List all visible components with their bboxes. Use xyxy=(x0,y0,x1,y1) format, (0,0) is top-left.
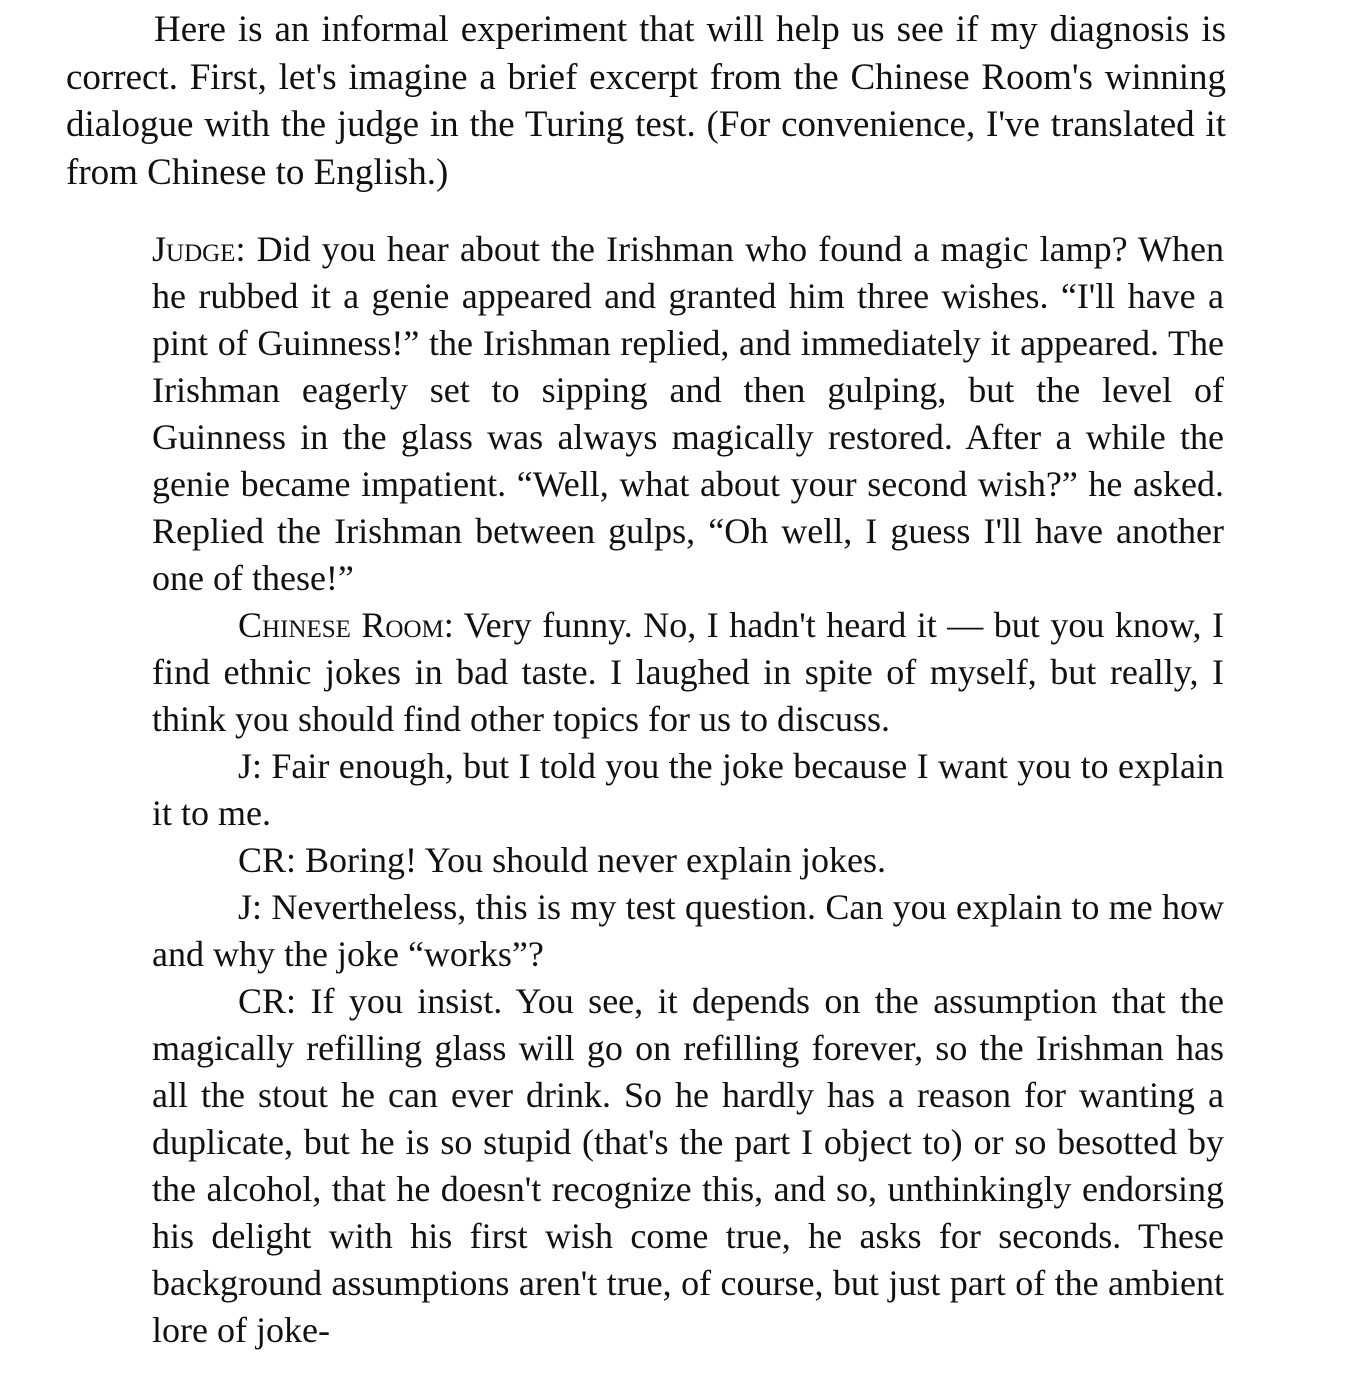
dialogue-text: Boring! You should never explain jokes. xyxy=(296,840,886,880)
speaker-label: Judge: xyxy=(152,229,246,269)
speaker-label: CR: xyxy=(238,981,297,1021)
dialogue-excerpt xyxy=(152,226,1224,1354)
dialogue-line-judge-test-question xyxy=(152,884,1224,978)
dialogue-line-cr-explanation xyxy=(152,978,1224,1354)
dialogue-line-chinese-room-reply xyxy=(152,602,1224,743)
speaker-label: CR: xyxy=(238,840,297,880)
speaker-label: Chinese Room: xyxy=(238,605,454,645)
speaker-label: J: xyxy=(238,887,263,927)
dialogue-text: Nevertheless, this is my test question. Can you explain to me how and why the joke “works”? xyxy=(152,887,1224,974)
intro-paragraph: Here is an informal experiment that will help us see if my diagnosis is correct. First, let's imagine a brief excerpt from the Chinese Room's winning dialogue with the judge in the Turing test. (For convenience, I've translated it from Chinese to English.) xyxy=(66,9,1226,193)
speaker-label: J: xyxy=(238,746,263,786)
dialogue-text: Fair enough, but I told you the joke because I want you to explain it to me. xyxy=(152,746,1224,833)
dialogue-line-judge-request xyxy=(152,743,1224,837)
dialogue-text: Did you hear about the Irishman who found a magic lamp? When he rubbed it a genie appeared and granted him three wishes. “I'll have a pint of Guinness!” the Irishman replied, and immediately it appeared. The Irishman eagerly set to sipping and then gulping, but the level of Guinness in the glass was always magically restored. After a while the genie became impatient. “Well, what about your second wish?” he asked. Replied the Irishman between gulps, “Oh well, I guess I'll have another one of these!” xyxy=(152,229,1224,598)
dialogue-line-judge-joke xyxy=(152,226,1224,602)
dialogue-text: Very funny. No, I hadn't heard it — but you know, I find ethnic jokes in bad taste. I laughed in spite of myself, but really, I think you should find other topics for us to discuss. xyxy=(152,605,1224,739)
dialogue-text: If you insist. You see, it depends on the assumption that the magically refilling glass will go on refilling forever, so the Irishman has all the stout he can ever drink. So he hardly has a reason for wanting a duplicate, but he is so stupid (that's the part I object to) or so besotted by the alcohol, that he doesn't recognize this, and so, unthinkingly endorsing his delight with his first wish come true, he asks for seconds. These background assumptions aren't true, of course, but just part of the ambient lore of joke- xyxy=(152,981,1224,1350)
dialogue-line-cr-boring xyxy=(152,837,1224,884)
